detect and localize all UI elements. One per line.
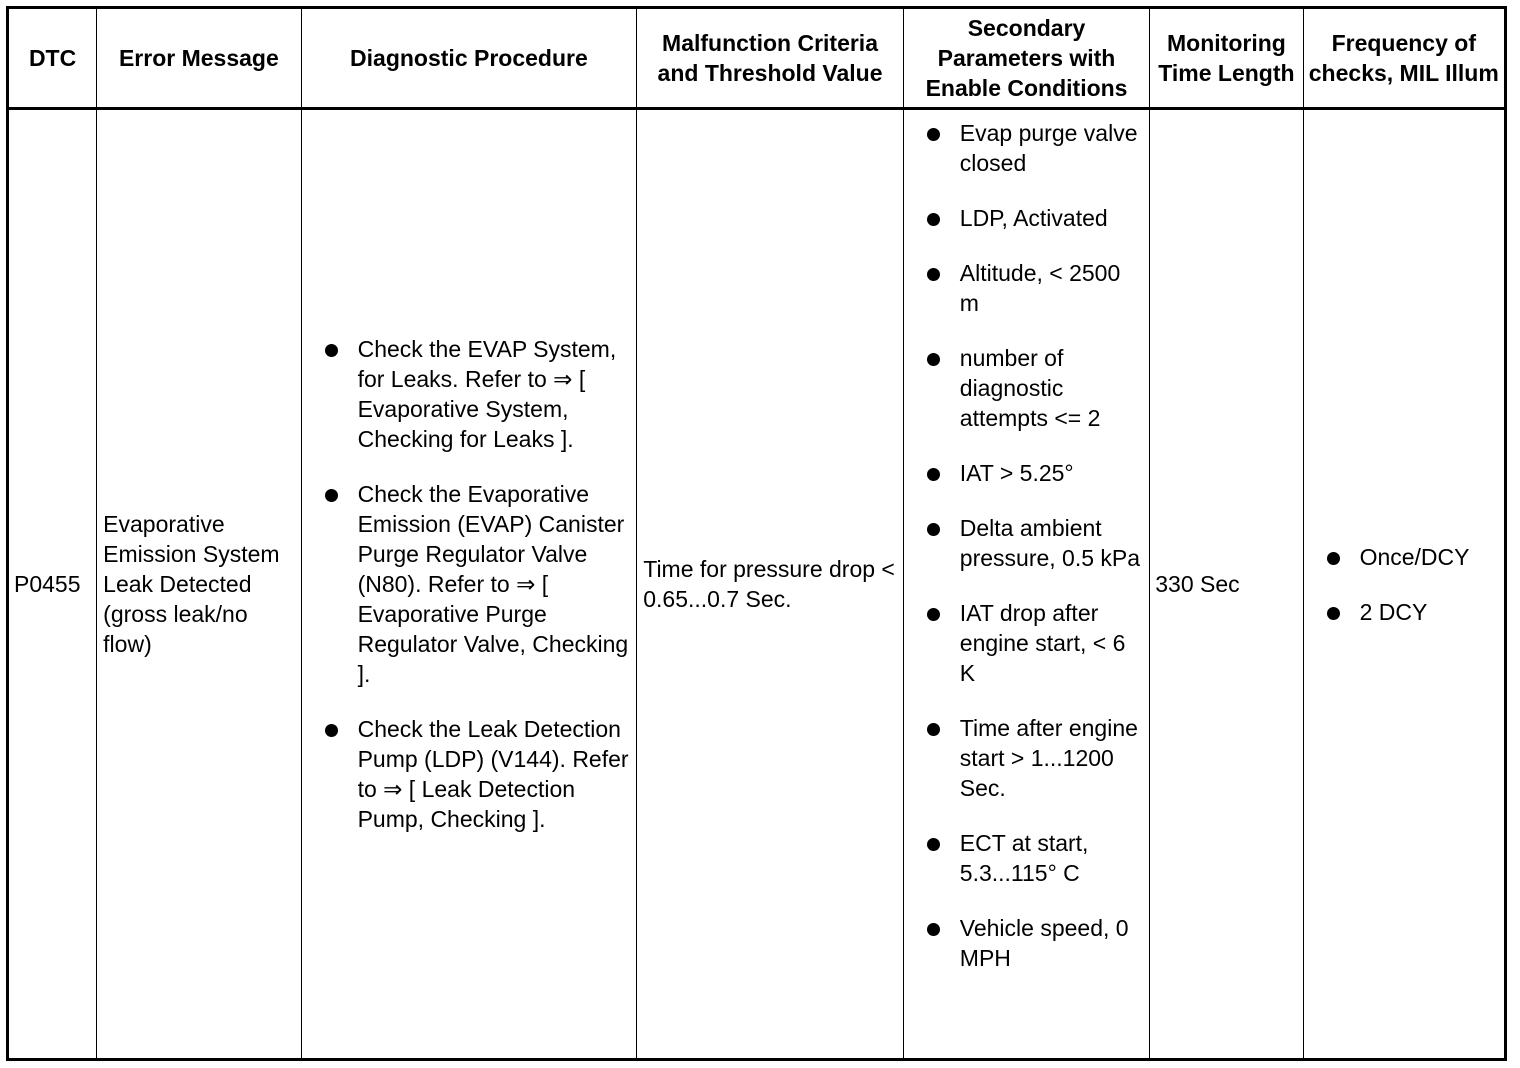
list-item [322,334,631,454]
header-frequency: Frequency of checks, MIL Illum [1303,8,1505,109]
list-item [924,598,1145,688]
bullet-icon [927,213,940,226]
bullet-icon [325,489,338,502]
dtc-table [6,6,1507,1061]
list-item [924,118,1145,178]
parameter-9: ECT at start, 5.3...115° C [959,830,1089,886]
parameter-6: Delta ambient pressure, 0.5 kPa [959,515,1141,571]
bullet-icon [927,468,940,481]
list-item [924,458,1145,488]
bullet-icon [927,128,940,141]
frequency-2: 2 DCY [1359,598,1428,625]
parameter-4: number of diagnostic attempts <= 2 [959,345,1101,431]
bullet-icon [927,523,940,536]
parameter-3: Altitude, < 2500 m [959,260,1121,316]
bullet-icon [1327,607,1340,620]
bullet-icon [325,724,338,737]
procedure-step-3: Check the Leak Detection Pump (LDP) (V144). Refer to ⇒ [ Leak Detection Pump, Checking ]. [357,716,629,832]
header-row [8,8,1506,109]
list-item [924,828,1145,888]
header-malfunction-criteria: Malfunction Criteria and Threshold Value [637,8,904,109]
header-error-message: Error Message [97,8,301,109]
frequency-list [1324,542,1500,627]
parameter-1: Evap purge valve closed [959,120,1138,176]
list-item [1324,597,1500,627]
list-item [322,479,631,689]
parameter-5: IAT > 5.25° [959,460,1074,486]
cell-diagnostic-procedure [301,109,637,1060]
cell-malfunction-criteria: Time for pressure drop < 0.65...0.7 Sec. [637,109,904,1060]
header-dtc: DTC [8,8,97,109]
list-item [924,913,1145,973]
bullet-icon [927,268,940,281]
procedure-step-1: Check the EVAP System, for Leaks. Refer to ⇒ [ Evaporative System, Checking for Leaks ]. [357,336,617,452]
bullet-icon [927,838,940,851]
bullet-icon [927,923,940,936]
cell-dtc: P0455 [8,109,97,1060]
table-row [8,109,1506,1060]
list-item [924,203,1145,233]
header-monitoring-time: Monitoring Time Length [1150,8,1303,109]
cell-secondary-parameters [903,109,1149,1060]
list-item [924,513,1145,573]
cell-frequency [1303,109,1505,1060]
header-secondary-parameters: Secondary Parameters with Enable Conditions [903,8,1149,109]
bullet-icon [927,353,940,366]
header-diagnostic-procedure: Diagnostic Procedure [301,8,637,109]
bullet-icon [1327,552,1340,565]
cell-monitoring-time: 330 Sec [1150,109,1303,1060]
cell-error-message: Evaporative Emission System Leak Detected (gross leak/no flow) [97,109,301,1060]
list-item [924,343,1145,433]
list-item [924,713,1145,803]
list-item [924,258,1145,318]
bullet-icon [325,344,338,357]
procedure-step-2: Check the Evaporative Emission (EVAP) Canister Purge Regulator Valve (N80). Refer to ⇒ [ Evaporative Purge Regulator Valve, Checking ]. [357,481,629,687]
bullet-icon [927,723,940,736]
list-item [1324,542,1500,572]
parameter-7: IAT drop after engine start, < 6 K [959,600,1126,686]
parameter-10: Vehicle speed, 0 MPH [959,915,1129,971]
parameter-8: Time after engine start > 1...1200 Sec. [959,715,1138,801]
secondary-parameters-list [924,110,1145,973]
bullet-icon [927,608,940,621]
parameter-2: LDP, Activated [959,205,1108,231]
frequency-1: Once/DCY [1359,543,1470,570]
list-item [322,714,631,834]
procedure-list [322,334,631,834]
